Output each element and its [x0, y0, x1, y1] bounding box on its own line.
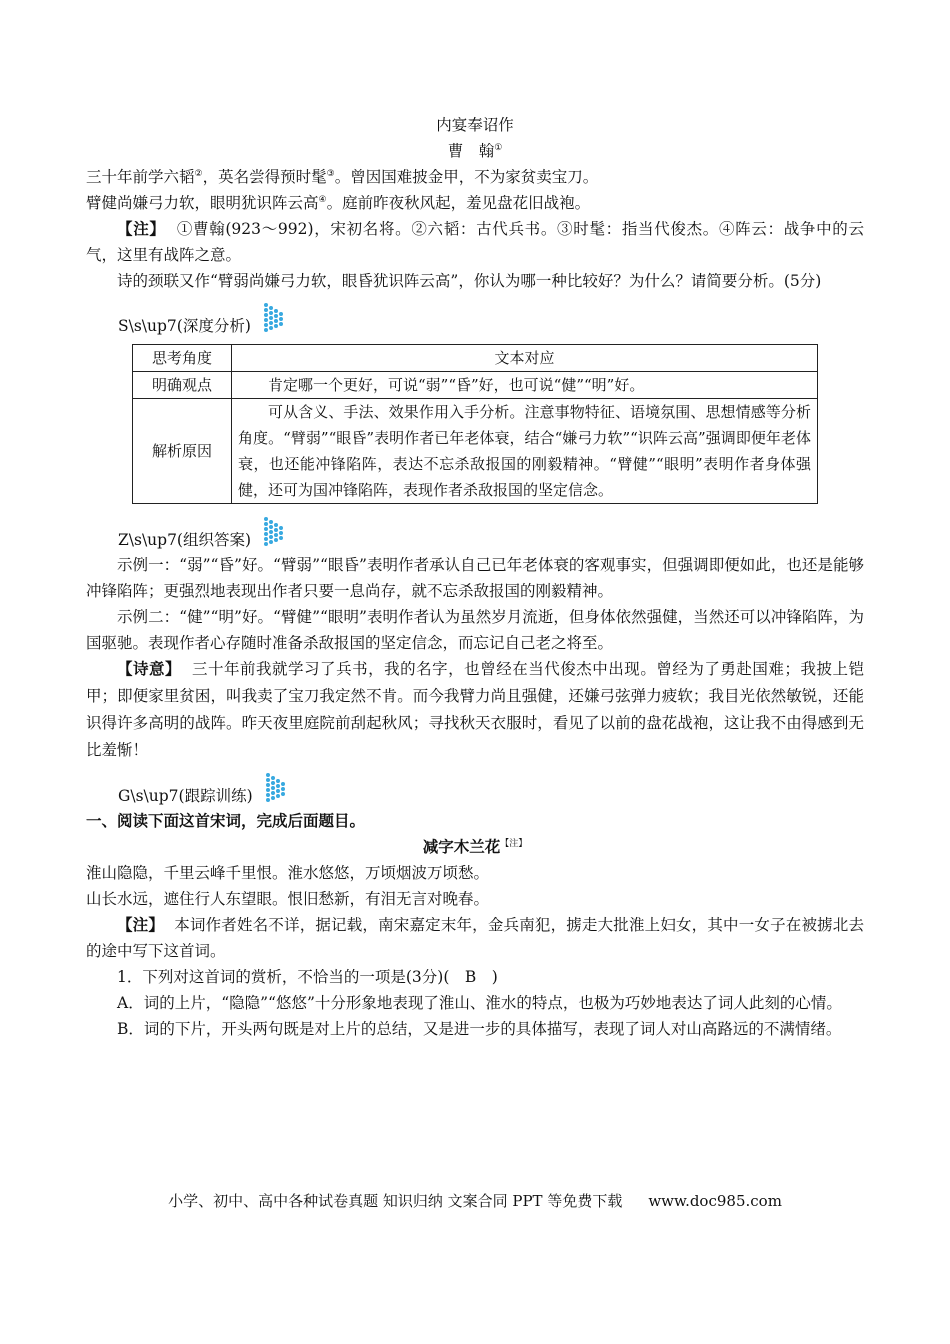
- table-row: [133, 399, 818, 504]
- footer-url[interactable]: www.doc985.com: [648, 1192, 782, 1210]
- exercise-heading: 一、阅读下面这首宋词，完成后面题目。: [86, 812, 366, 830]
- table-header-row: [133, 345, 818, 372]
- section-deep-analysis: S\s\up7(深度分析): [86, 312, 864, 338]
- table-header-cell: 文本对应: [232, 345, 818, 372]
- question-1: 1．下列对这首词的赏析，不恰当的一项是(3分)( B ): [117, 968, 498, 986]
- option-b: B．词的下片，开头两句既是对上片的总结，又是进一步的具体描写，表现了词人对山高路远的不满情绪。: [117, 1020, 842, 1038]
- poem-line-1: 三十年前学六韬②，英名尝得预时髦③。曾因国难披金甲，不为家贫卖宝刀。: [86, 168, 599, 186]
- table-cell-text: 可从含义、手法、效果作用入手分析。注意事物特征、语境氛围、思想情感等分析角度。“臂弱”“眼昏”表明作者已年老体衰，结合“嫌弓力软”“识阵云高”强调即便年老体衰，也还能冲锋陷阵，表达不忘杀敌报国的刚毅精神。“臂健”“眼明”表明作者身体强健，还可为国冲锋陷阵，表现作者杀敌报国的坚定信念。: [232, 399, 818, 504]
- poem-line-2: 臂健尚嫌弓力软，眼明犹识阵云高④。庭前昨夜秋风起，羞见盘花旧战袍。: [86, 194, 591, 212]
- table-header-cell: 思考角度: [133, 345, 232, 372]
- section-organize-answer: Z\s\up7(组织答案): [86, 526, 864, 552]
- table-row: [133, 372, 818, 399]
- poem-title: 内宴奉诏作: [436, 116, 514, 134]
- answer-example-2: 示例二：“健”“明”好。“臂健”“眼明”表明作者认为虽然岁月流逝，但身体依然强健，当然还可以冲锋陷阵，为国驱驰。表现作者心存随时准备杀敌报国的坚定信念，而忘记自己老之将至。: [86, 608, 864, 652]
- option-a: A．词的上片，“隐隐”“悠悠”十分形象地表现了淮山、淮水的特点，也极为巧妙地表达了词人此刻的心情。: [117, 994, 842, 1012]
- poem-note: 【注】 ①曹翰(923～992)，宋初名将。②六韬：古代兵书。③时髦：指当代俊杰。④阵云：战争中的云气，这里有战阵之意。: [86, 219, 864, 264]
- ci-line-1: 淮山隐隐，千里云峰千里恨。淮水悠悠，万顷烟波万顷愁。: [86, 864, 490, 882]
- document-page: [86, 112, 864, 1042]
- answer-example-1: 示例一：“弱”“昏”好。“臂弱”“眼昏”表明作者承认自己已年老体衰的客观事实，但强调即便如此，也还是能够冲锋陷阵；更强烈地表现出作者只要一息尚存，就不忘杀敌报国的刚毅精神。: [86, 556, 864, 600]
- ci-note: 【注】 本词作者姓名不详，据记载，南宋嘉定末年，金兵南犯，掳走大批淮上妇女，其中一女子在被掳北去的途中写下这首词。: [86, 915, 864, 960]
- ci-line-2: 山长水远，遮住行人东望眼。恨旧愁新，有泪无言对晚春。: [86, 890, 490, 908]
- table-cell-angle: 明确观点: [133, 372, 232, 399]
- footer-text: 小学、初中、高中各种试卷真题 知识归纳 文案合同 PPT 等免费下载: [168, 1192, 623, 1210]
- analysis-table: [132, 344, 818, 504]
- question: 诗的颈联又作“臂弱尚嫌弓力软，眼昏犹识阵云高”，你认为哪一种比较好？为什么？请简要分析。(5分): [117, 272, 822, 290]
- table-cell-angle: 解析原因: [133, 399, 232, 504]
- ci-title: 减字木兰花$^{【注】}$: [422, 838, 528, 856]
- section-follow-up: G\s\up7(跟踪训练): [86, 782, 864, 808]
- triangle-dots-icon: [263, 516, 285, 546]
- page-footer: [0, 1190, 950, 1211]
- table-cell-text: 肯定哪一个更好，可说“弱”“昏”好，也可说“健”“明”好。: [232, 372, 818, 399]
- triangle-dots-icon: [263, 302, 285, 332]
- poem-author: 曹 翰①: [447, 142, 503, 160]
- poem-meaning: 【诗意】 三十年前我就学习了兵书，我的名字，也曾经在当代俊杰中出现。曾经为了勇赴国难；我披上铠甲；即便家里贫困，叫我卖了宝刀我定然不肯。而今我臂力尚且强健，还嫌弓弦弹力疲软；我目光依然敏锐，还能识得许多高明的战阵。昨天夜里庭院前刮起秋风；寻找秋天衣服时，看见了以前的盘花战袍，这让我不由得感到无比羞惭！: [86, 660, 864, 759]
- triangle-dots-icon: [265, 772, 287, 802]
